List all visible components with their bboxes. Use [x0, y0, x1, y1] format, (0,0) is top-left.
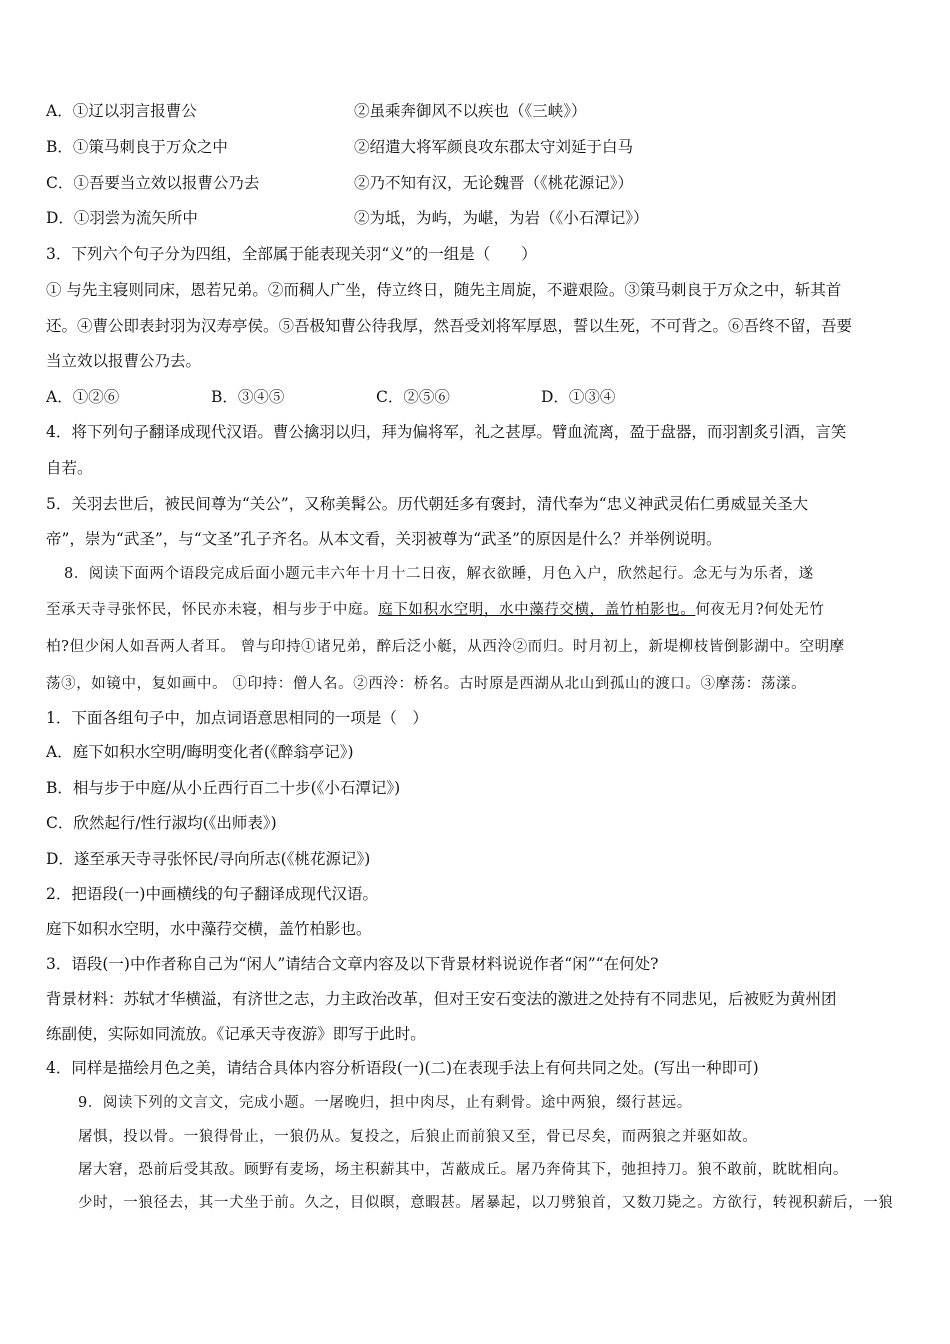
s8-q3-background: 背景材料：苏轼才华横溢，有济世之志，力主政治改革，但对王安石变法的激进之处持有不同悲见，后被贬为黄州团 — [46, 990, 837, 1008]
q2-option-d: D．①羽尝为流矢所中 ②为坻，为屿，为嵁，为岩（《小石潭记》） — [46, 209, 649, 227]
s8-q3-background: 练副使，实际如同流放。《记承天寺夜游》即写于此时。 — [46, 1025, 426, 1043]
q4-line: 自若。 — [46, 459, 93, 477]
s8-q3-stem: 3．语段(一)中作者称自己为“闲人”请结合文章内容及以下背景材料说说作者“闲”“在何处? — [46, 955, 659, 973]
q3-option-b: B．③④⑤ — [211, 388, 285, 406]
q3-option-c: C．②⑤⑥ — [376, 388, 450, 406]
s8-q1-option-c: C．欣然起行/性行淑均(《出师表》) — [46, 814, 277, 832]
s8-passage-line: 8．阅读下面两个语段完成后面小题元丰六年十月十二日夜，解衣欲睡，月色入户，欣然起行。念无与为乐者，遂 — [64, 566, 814, 582]
s8-q2-sentence: 庭下如积水空明，水中藻荇交横，盖竹柏影也。 — [46, 920, 372, 938]
q3-body-line: 当立效以报曹公乃去。 — [46, 352, 202, 370]
s9-passage-line: 9．阅读下列的文言文，完成小题。一屠晚归，担中肉尽，止有剩骨。途中两狼，缀行甚远。 — [78, 1095, 692, 1111]
q3-option-a: A．①②⑥ — [46, 388, 120, 406]
q2-option-a: A．①辽以羽言报曹公 ②虽乘奔御风不以疾也（《三峡》） — [46, 102, 587, 120]
q3-options — [46, 387, 906, 407]
s8-q1-option-b: B．相与步于中庭/从小丘西行百二十步(《小石潭记》) — [46, 779, 401, 797]
q5-line: 5．关羽去世后，被民间尊为“关公”，又称美髯公。历代朝廷多有褒封，清代奉为“忠义神武灵佑仁勇威显关圣大 — [46, 495, 809, 513]
q3-body-line: ① 与先主寝则同床，恩若兄弟。②而稠人广坐，侍立终日，随先主周旋，不避艰险。③策马刺良于万众之中，斩其首 — [46, 281, 842, 299]
q3-body-line: 还。④曹公即表封羽为汉寿亭侯。⑤吾极知曹公待我厚，然吾受刘将军厚恩，誓以生死，不可背之。⑥吾终不留，吾要 — [46, 317, 853, 335]
s8-passage-line: 荡③，如镜中，复如画中。 ①印持：僧人名。②西泠：桥名。古时原是西湖从北山到孤山的渡口。③摩荡：荡漾。 — [46, 676, 807, 692]
q5-line: 帝”，崇为“武圣”，与“文圣”孔子齐名。从本文看，关羽被尊为“武圣”的原因是什么？并举例说明。 — [46, 530, 722, 548]
s8-q1-option-a: A．庭下如积水空明/晦明变化者(《醉翁亭记》) — [46, 743, 354, 761]
q2-option-c: C．①吾要当立效以报曹公乃去 ②乃不知有汉，无论魏晋（《桃花源记》） — [46, 174, 634, 192]
q3-stem: 3．下列六个句子分为四组，全部属于能表现关羽“义”的一组是（ ） — [46, 245, 537, 263]
q2-option-b: B．①策马刺良于万众之中 ②绍遣大将军颜良攻东郡太守刘延于白马 — [46, 138, 634, 156]
s8-q1-option-d: D．遂至承天寺寻张怀民/寻向所志(《桃花源记》) — [46, 850, 371, 868]
s8-q4-stem: 4．同样是描绘月色之美，请结合具体内容分析语段(一)(二)在表现手法上有何共同之处。(写出一种即可) — [46, 1059, 759, 1077]
q4-line: 4．将下列句子翻译成现代汉语。曹公擒羽以归，拜为偏将军，礼之甚厚。臂血流离，盈于盘器，而羽割炙引酒，言笑 — [46, 423, 847, 441]
q3-option-d: D．①③④ — [541, 388, 616, 406]
s9-passage-line: 屠大窘，恐前后受其敌。顾野有麦场，场主积薪其中，苫蔽成丘。屠乃奔倚其下，弛担持刀。狼不敢前，眈眈相向。 — [78, 1162, 849, 1178]
s8-q1-stem: 1．下面各组句子中，加点词语意思相同的一项是（ ） — [46, 709, 428, 727]
s8-passage-line: 柏?但少闲人如吾两人者耳。 曾与印持①诸兄弟，醉后泛小艇，从西泠②而归。时月初上，新堤柳枝皆倒影湖中。空明摩 — [46, 639, 845, 655]
s9-passage-line: 屠惧，投以骨。一狼得骨止，一狼仍从。复投之，后狼止而前狼又至，骨已尽矣，而两狼之并驱如故。 — [78, 1129, 758, 1145]
s8-q2-stem: 2．把语段(一)中画横线的句子翻译成现代汉语。 — [46, 885, 378, 903]
s8-passage-line: 至承天寺寻张怀民，怀民亦未寝，相与步于中庭。庭下如积水空明，水中藻荇交横，盖竹柏影也。何夜无月?何处无竹 — [46, 602, 825, 618]
underlined-sentence: 庭下如积水空明，水中藻荇交横，盖竹柏影也。 — [378, 602, 696, 618]
s9-passage-line: 少时，一狼径去，其一犬坐于前。久之，目似瞑，意暇甚。屠暴起，以刀劈狼首，又数刀毙之。方欲行，转视积薪后，一狼 — [78, 1195, 894, 1211]
